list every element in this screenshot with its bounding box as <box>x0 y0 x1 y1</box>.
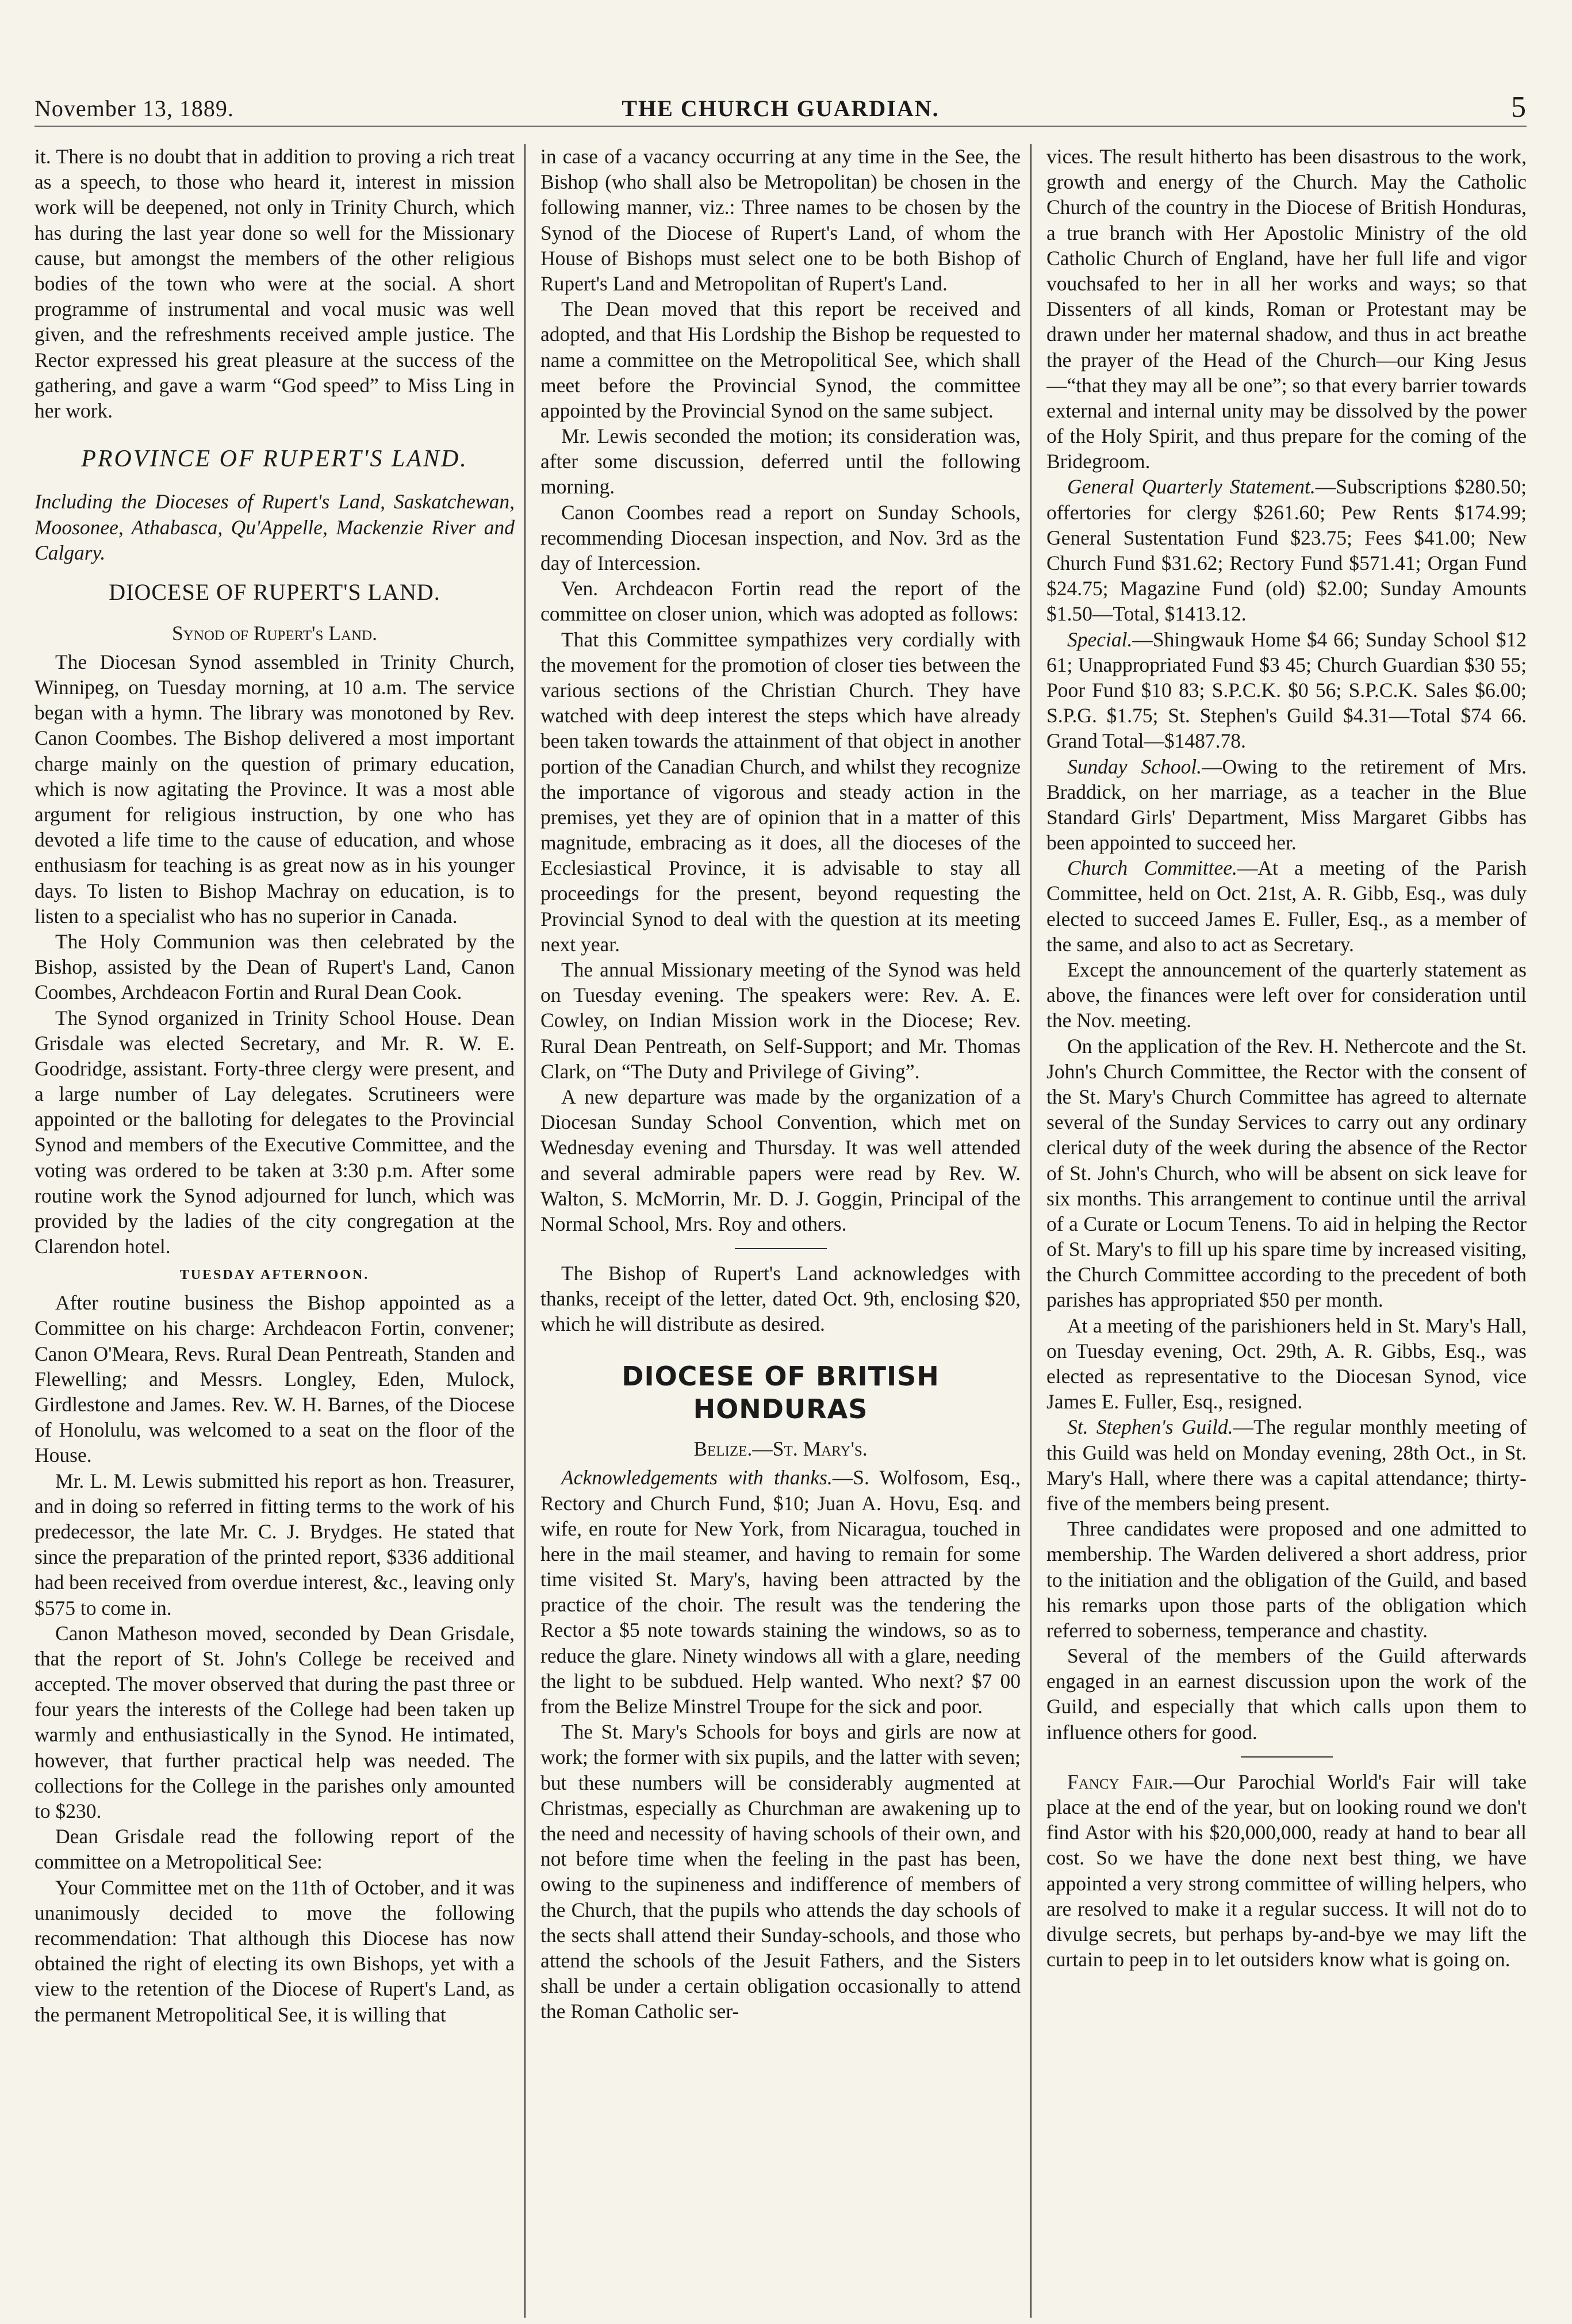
section-title: PROVINCE OF RUPERT'S LAND. <box>81 446 468 473</box>
paragraph-lead: General Quarterly Statement. <box>1067 475 1316 499</box>
dateline: Belize.—St. Mary's. <box>693 1437 868 1461</box>
paragraph: After routine business the Bishop appointed as a Committee on his charge: Archdeacon Fortin, convener; Canon O'Meara, Revs. Rural Dean Pentreath, Standen and Flewelling; and Messrs. Longley, Eden, Mulock, Girdlestone and James. Rev. W. H. Barnes, of the Diocese of Honolulu, was welcomed to a seat on the floor of the House. <box>34 1291 515 1467</box>
column-1 <box>34 144 515 2318</box>
paragraph <box>1046 855 1527 957</box>
paragraph-lead: Sunday School. <box>1067 755 1202 778</box>
divider <box>1241 1756 1333 1758</box>
paragraph: Canon Coombes read a report on Sunday Schools, recommending Diocesan inspection, and Nov. 3rd as the day of Intercession. <box>540 500 1021 575</box>
column-divider-2 <box>1030 144 1032 2318</box>
paragraph <box>1046 1414 1527 1516</box>
paragraph: Your Committee met on the 11th of October, and it was unanimously decided to move the following recommendation: That although this Diocese has now obtained the right of electing its own Bishops, yet with a view to the retention of the Diocese of Rupert's Land, as the permanent Metropolitical See, it is willing that <box>34 1875 515 2026</box>
paragraph: The Bishop of Rupert's Land acknowledges with thanks, receipt of the letter, dated Oct. 9th, enclosing $20, which he will distribute as desired. <box>540 1262 1021 1336</box>
paragraph: The St. Mary's Schools for boys and girls are now at work; the former with six pupils, and the latter with seven; but these numbers will be considerably augmented at Christmas, especially as Churchman are awakening up to the need and necessity of having schools of their own, and not before time when the feeling in the past has been, owing to the supineness and indifference of members of the Church, that the pupils who attends the day schools of the sects shall attend their Sunday-schools, and those who attend the schools of the Jesuit Fathers, and the Sisters shall be under a certain obligation occasionally to attend the Roman Catholic ser- <box>540 1720 1021 2023</box>
paragraph-lead: Church Committee. <box>1067 856 1237 880</box>
issue-date: November 13, 1889. <box>34 95 234 121</box>
paragraph: Mr. L. M. Lewis submitted his report as hon. Treasurer, and in doing so referred in fitting terms to the work of his predecessor, the late Mr. C. J. Brydges. He stated that since the preparation of the printed report, $336 additional had been received from overdue interest, &c., leaving only $575 to come in. <box>34 1469 515 1619</box>
paragraph: Except the announcement of the quarterly statement as above, the finances were left over for consideration until the Nov. meeting. <box>1046 958 1527 1032</box>
column-divider-1 <box>524 144 526 2318</box>
paragraph: Mr. Lewis seconded the motion; its consideration was, after some discussion, deferred until the following morning. <box>540 424 1021 499</box>
divider <box>735 1248 827 1249</box>
paragraph: A new departure was made by the organization of a Diocesan Sunday School Convention, which met on Wednesday evening and Thursday. It was well attended and several admirable papers were read by Rev. W. Walton, S. McMorrin, Mr. D. J. Goggin, Principal of the Normal School, Mrs. Roy and others. <box>540 1085 1021 1235</box>
paragraph: in case of a vacancy occurring at any time in the See, the Bishop (who shall also be Metropolitan) be chosen in the following manner, viz.: Three names to be chosen by the Synod of the Diocese of Rupert's Land, of whom the House of Bishops must select one to be both Bishop of Rupert's Land and Metropolitan of Rupert's Land. <box>540 145 1021 295</box>
paragraph: That this Committee sympathizes very cordially with the movement for the promotion of closer ties between the various sections of the Christian Church. They have watched with deep interest the steps which have already been taken towards the attainment of that object in another portion of the Canadian Church, and whilst they recognize the importance of vigorous and steady action in the premises, yet they are of opinion that in a matter of this magnitude, embracing as it does, all the dioceses of the Ecclesiastical Province, it is advisable to stay all proceedings for the present, beyond requesting the Provincial Synod to deal with the question at its meeting next year. <box>540 627 1021 956</box>
paragraph <box>540 1465 1021 1719</box>
paragraph-lead: Fancy Fair. <box>1067 1770 1174 1793</box>
masthead <box>34 86 1527 127</box>
paragraph: The Holy Communion was then celebrated by the Bishop, assisted by the Dean of Rupert's Land, Canon Coombes, Archdeacon Fortin and Rural Dean Cook. <box>34 929 515 1004</box>
paragraph: At a meeting of the parishioners held in St. Mary's Hall, on Tuesday evening, Oct. 29th, A. R. Gibbs, Esq., was elected as representative to the Diocesan Synod, vice James E. Fuller, Esq., resigned. <box>1046 1314 1527 1414</box>
paragraph-lead: Acknowledgements with thanks. <box>561 1466 833 1490</box>
paragraph-lead: Special. <box>1067 627 1133 651</box>
diocese-title: DIOCESE OF RUPERT'S LAND. <box>109 579 440 605</box>
paragraph: Canon Matheson moved, seconded by Dean Grisdale, that the report of St. John's College be received and accepted. The mover observed that during the past three or four years the interests of the College had been taken up warmly and enthusiastically in the Synod. He intimated, however, that further practical help was needed. The collections for the College in the parishes only amounted to $230. <box>34 1621 515 1823</box>
paragraph-body: —Owing to the retirement of Mrs. Braddick, on her marriage, as a teacher in the Blue Standard Girls' Department, Miss Margaret Gibbs has been appointed to succeed her. <box>1046 755 1527 855</box>
header-rule <box>34 125 1527 127</box>
paragraph-lead: St. Stephen's Guild. <box>1067 1415 1233 1439</box>
paragraph-body: —Our Parochial World's Fair will take place at the end of the year, but on looking round we don't find Astor with his $20,000,000, ready at hand to bear all cost. So we have the done next best thing, we have appointed a very strong committee of willing helpers, who are resolved to make it a regular success. It will not do to divulge secrets, but perhaps by-and-bye we may lift the curtain to peep in to let outsiders know what is going on. <box>1046 1770 1527 1971</box>
paragraph: vices. The result hitherto has been disastrous to the work, growth and energy of the Church. May the Catholic Church of the country in the Diocese of British Honduras, a true branch with Her Apostolic Ministry of the old Catholic Church of England, have her full life and vigor vouchsafed to her in all her works and ways; so that Dissenters of all kinds, Roman or Protestant may be drawn under her maternal shadow, and thus in act breathe the prayer of the Head of the Church—our King Jesus—“that they may all be one”; so that every barrier towards external and internal unity may be dissolved by the power of the Holy Spirit, and thus prepare for the coming of the Bridegroom. <box>1046 145 1527 473</box>
paragraph-body: —Subscriptions $280.50; offertories for clergy $261.60; Pew Rents $174.99; General Sustentation Fund $23.75; Fees $41.00; New Church Fund $31.62; Rectory Fund $571.41; Organ Fund $24.75; Magazine Fund (old) $2.00; Sunday Amounts $1.50—Total, $1413.12. <box>1046 475 1527 626</box>
synod-heading: Synod of Rupert's Land. <box>172 621 377 645</box>
paragraph: The annual Missionary meeting of the Synod was held on Tuesday evening. The speakers were: Rev. A. E. Cowley, on Indian Mission work in the Diocese; Rev. Rural Dean Pentreath, on Self-Support; and Mr. Thomas Clark, on “The Duty and Privilege of Giving”. <box>540 958 1021 1083</box>
paragraph: it. There is no doubt that in addition to proving a rich treat as a speech, to those who heard it, interest in mission work will be deepened, not only in Trinity Church, which has during the last year done so well for the Missionary cause, but amongst the members of the other religious bodies of the town who were at the social. A short programme of instrumental and vocal music was well given, and the refreshments received ample justice. The Rector expressed his great pleasure at the success of the gathering, and gave a warm “God speed” to Miss Ling in her work. <box>34 145 515 422</box>
paragraph: Three candidates were proposed and one admitted to membership. The Warden delivered a short address, prior to the initiation and the obligation of the Guild, and based his remarks upon those parts of the obligation which referred to soberness, temperance and chastity. <box>1046 1517 1527 1642</box>
article-headline: DIOCESE OF BRITISH HONDURAS <box>622 1360 940 1425</box>
paragraph <box>1046 474 1527 626</box>
column-2 <box>540 144 1021 2318</box>
paragraph: Several of the members of the Guild afterwards engaged in an earnest discussion upon the work of the Guild, and especially that which calls upon them to influence others for good. <box>1046 1644 1527 1744</box>
paragraph-body: —S. Wolfosom, Esq., Rectory and Church Fund, $10; Juan A. Hovu, Esq. and wife, en route for New York, from Nicaragua, touched in here in the mail steamer, and having to remain for some time visited St. Mary's, having been attracted by the practice of the choir. The result was the tendering the Rector a $5 note towards staining the windows, so as to reduce the glare. Ninety windows all with a glare, needing the light to be subdued. Help wanted. Who next? $7 00 from the Belize Minstrel Troupe for the sick and poor. <box>540 1466 1021 1718</box>
paragraph-body: —The regular monthly meeting of this Guild was held on Monday evening, 28th Oct., in St. Mary's Hall, where there was a capital attendance; thirty-five of the members being present. <box>1046 1415 1527 1515</box>
paragraph-body: —At a meeting of the Parish Committee, held on Oct. 21st, A. R. Gibb, Esq., was duly elected to succeed James E. Fuller, Esq., as a member of the same, and also to act as Secretary. <box>1046 856 1527 956</box>
subheading: TUESDAY AFTERNOON. <box>179 1268 370 1283</box>
paragraph: Ven. Archdeacon Fortin read the report of the committee on closer union, which was adopted as follows: <box>540 577 1021 626</box>
paragraph-body: —Shingwauk Home $4 66; Sunday School $12 61; Unappropriated Fund $3 45; Church Guardian $30 55; Poor Fund $10 83; S.P.C.K. $0 56; S.P.C.K. Sales $6.00; S.P.G. $1.75; St. Stephen's Guild $4.31—Total $74 66. Grand Total—$1487.78. <box>1046 627 1527 753</box>
paragraph <box>1046 1769 1527 1973</box>
page-number: 5 <box>1511 91 1527 124</box>
column-3 <box>1046 144 1527 2318</box>
paragraph <box>1046 627 1527 754</box>
paragraph: Dean Grisdale read the following report of the committee on a Metropolitical See: <box>34 1825 515 1874</box>
paragraph: The Synod organized in Trinity School House. Dean Grisdale was elected Secretary, and Mr. R. W. E. Goodridge, assistant. Forty-three clergy were present, and a large number of Lay delegates. Scrutineers were appointed or the balloting for delegates to the Provincial Synod and members of the Executive Committee, and the voting was ordered to be taken at 3:30 p.m. After some routine work the Synod adjourned for lunch, which was provided by the ladies of the city congregation at the Clarendon hotel. <box>34 1006 515 1258</box>
section-subtitle: Including the Dioceses of Rupert's Land, Saskatchewan, Moosonee, Athabasca, Qu'Appelle, Mackenzie River and Calgary. <box>34 490 515 564</box>
paragraph <box>1046 754 1527 856</box>
paragraph: On the application of the Rev. H. Nethercote and the St. John's Church Committee, the Rector with the consent of the St. Mary's Church Committee has agreed to alternate several of the Sunday Services to carry out any ordinary clerical duty of the week during the absence of the Rector of St. John's Church, who will be absent on sick leave for six months. This arrangement to continue until the arrival of a Curate or Locum Tenens. To aid in helping the Rector of St. Mary's to fill up his spare time by increased visiting, the Church Committee according to the precedent of both parishes has appropriated $50 per month. <box>1046 1034 1527 1312</box>
paragraph: The Diocesan Synod assembled in Trinity Church, Winnipeg, on Tuesday morning, at 10 a.m. The service began with a hymn. The library was monotoned by Rev. Canon Coombes. The Bishop delivered a most important charge mainly on the question of primary education, which is now agitating the Province. It was a most able argument for religious instruction, by one who has devoted a life time to the cause of education, and whose enthusiasm for teaching is as great now as in his younger days. To listen to Bishop Machray on education, is to listen to a specialist who has no superior in Canada. <box>34 650 515 928</box>
paragraph: The Dean moved that this report be received and adopted, and that His Lordship the Bishop be requested to name a committee on the Metropolitical See, which shall meet before the Provincial Synod, the committee appointed by the Provincial Synod on the same subject. <box>540 297 1021 422</box>
newspaper-title: THE CHURCH GUARDIAN. <box>622 95 940 121</box>
